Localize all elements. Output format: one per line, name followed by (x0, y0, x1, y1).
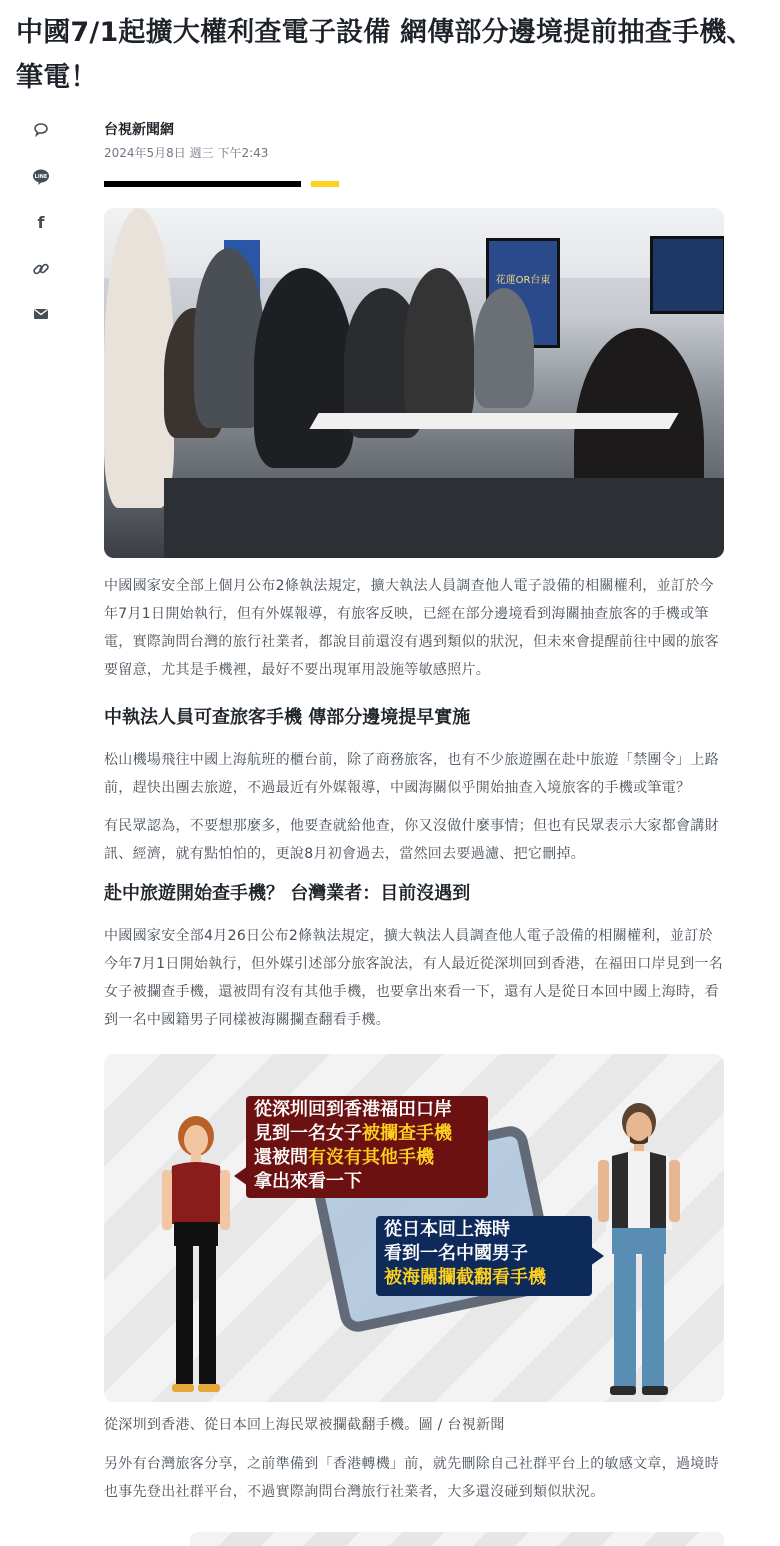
hero-counter (164, 478, 724, 558)
article-body (104, 208, 724, 1506)
man-figure (594, 1100, 684, 1402)
svg-text:LINE: LINE (34, 174, 48, 180)
svg-text:f: f (37, 213, 45, 231)
paragraph: 另外有台灣旅客分享，之前準備到「香港轉機」前，就先刪除自己社群平台上的敏感文章，過境時也事先登出社群平台，不過實際詢問台灣旅行社業者，大多還沒碰到類似狀況。 (104, 1456, 719, 1500)
hero-screen-text: 花蓮OR台東 (495, 275, 551, 286)
link-icon (31, 259, 51, 279)
speech-bubble-red (246, 1096, 488, 1198)
bubble-highlight: 被海關攔截翻看手機 (384, 1267, 546, 1288)
publish-date: 2024年5月8日 週三 下午2:43 (104, 146, 269, 160)
subheading: 中執法人員可查旅客手機 傳部分邊境提早實施 (104, 707, 471, 728)
bubble-highlight: 被攔查手機 (362, 1123, 452, 1144)
bubble-text: 看到一名中國男子 (384, 1243, 528, 1264)
divider-yellow (311, 181, 339, 187)
share-email-button[interactable] (28, 305, 54, 331)
bubble-text: 從深圳回到香港福田口岸 (254, 1099, 452, 1120)
email-icon (32, 305, 50, 323)
hero-display-screen-2 (650, 236, 724, 314)
share-facebook-button[interactable] (28, 213, 54, 239)
hero-image[interactable] (104, 208, 724, 558)
hero-person (104, 208, 174, 508)
comment-button[interactable] (28, 121, 54, 147)
bubble-text: 還被問 (254, 1147, 308, 1168)
bubble-text-line (254, 1146, 480, 1170)
paragraph: 中國國家安全部上個月公布2條執法規定，擴大執法人員調查他人電子設備的相關權利，並訂於今年7月1日開始執行，但有外媒報導，有旅客反映，已經在部分邊境看到海關抽查旅客的手機或筆電，實際詢問台灣的旅行社業者，都說目前還沒有遇到類似的狀況，但未來會提醒前往中國的旅客要留意，尤其是手機裡，最好不要出現軍用設施等敏感照片。 (104, 578, 719, 678)
paragraph: 中國國家安全部4月26日公布2條執法規定，擴大執法人員調查他人電子設備的相關權利，並訂於今年7月1日開始執行，但外媒引述部分旅客說法，有人最近從深圳回到香港，在福田口岸見到一名女子被攔查手機，還被問有沒有其他手機，也要拿出來看一下，還有人是從日本回中國上海時，看到一名中國籍男子同樣被海關攔查翻看手機。 (104, 928, 724, 1028)
paragraph: 松山機場飛往中國上海航班的櫃台前，除了商務旅客，也有不少旅遊團在赴中旅遊「禁團令」上路前，趕快出團去旅遊，不過最近有外媒報導，中國海關似乎開始抽查入境旅客的手機或筆電？ (104, 752, 719, 796)
bubble-highlight: 有沒有其他手機 (308, 1147, 434, 1168)
subheading: 赴中旅遊開始查手機？ 台灣業者：目前沒遇到 (104, 883, 471, 904)
bubble-text: 見到一名女子 (254, 1123, 362, 1144)
line-icon (31, 167, 51, 187)
source-name[interactable]: 台視新聞網 (104, 122, 174, 138)
hero-desk (309, 413, 678, 429)
hero-person (404, 268, 474, 428)
comment-icon (32, 121, 50, 139)
article-byline (104, 120, 268, 162)
bubble-text: 拿出來看一下 (254, 1171, 362, 1192)
article-headline: 中國7/1起擴大權利查電子設備 網傳部分邊境提前抽查手機、筆電！ (16, 17, 754, 93)
divider-black (104, 181, 301, 187)
facebook-icon (32, 213, 50, 231)
illustration-image[interactable] (104, 1054, 724, 1402)
next-image-preview (190, 1532, 724, 1546)
share-line-button[interactable] (28, 167, 54, 193)
hero-ceiling (104, 208, 724, 278)
share-bar (28, 118, 54, 351)
image-caption: 從深圳到香港、從日本回上海民眾被攔截翻手機。圖 / 台視新聞 (104, 1417, 505, 1433)
paragraph: 有民眾認為，不要想那麼多，他要查就給他查，你又沒做什麼事情；但也有民眾表示大家都會講財訊、經濟，就有點怕怕的，更說8月初會過去，當然回去要過濾、把它刪掉。 (104, 818, 719, 862)
speech-bubble-blue (376, 1216, 592, 1296)
bubble-text-line (254, 1122, 480, 1146)
woman-figure (156, 1114, 236, 1402)
bubble-text: 從日本回上海時 (384, 1219, 510, 1240)
hero-person (254, 268, 354, 468)
copy-link-button[interactable] (28, 259, 54, 285)
hero-person (474, 288, 534, 408)
